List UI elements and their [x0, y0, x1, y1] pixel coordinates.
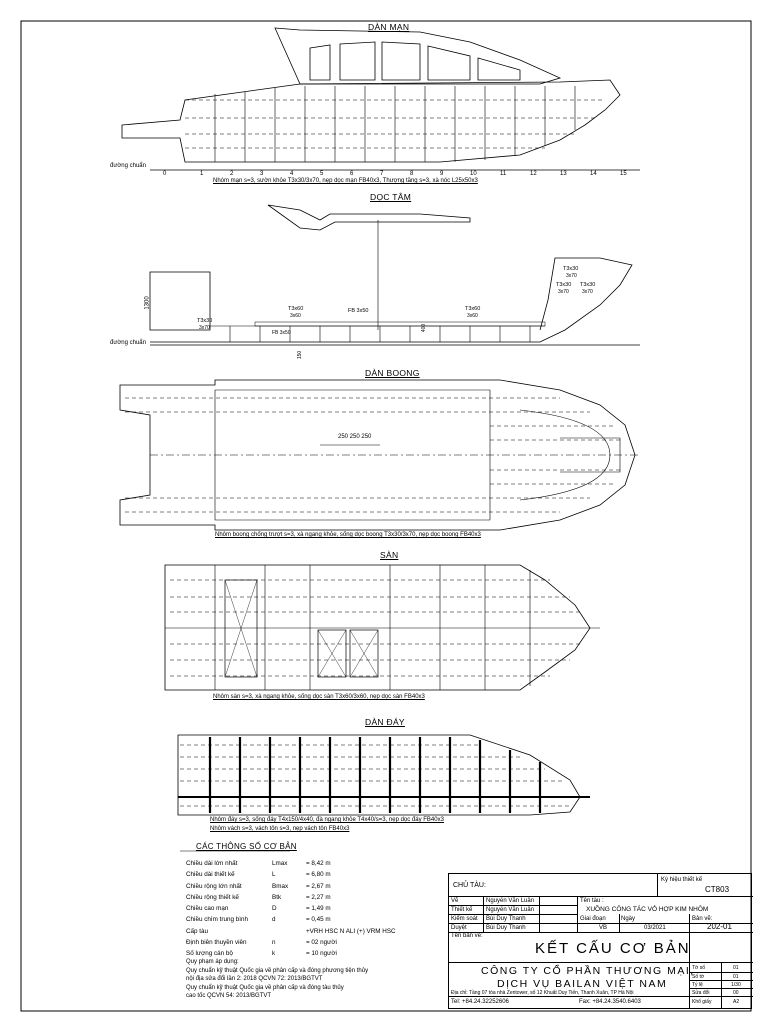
- ky-hieu-label: Ký hiệu thiết kế: [661, 877, 703, 883]
- ten-ban-ve-label: Tên bản vẽ:: [451, 933, 483, 939]
- dim-1300: 1300: [144, 296, 151, 310]
- frame-no: 14: [590, 171, 597, 177]
- param-row: [186, 914, 426, 925]
- param-name: Cấp tàu: [186, 927, 209, 935]
- param-row: [186, 903, 426, 914]
- param-name: Chiều chìm trung bình: [186, 916, 248, 924]
- param-symbol: L: [272, 871, 276, 879]
- param-symbol: Bmax: [272, 882, 289, 890]
- san-title: SÀN: [380, 550, 399, 560]
- frame-no: 10: [470, 171, 477, 177]
- floor-outline: [165, 565, 590, 690]
- ten-tau-value: XUỒNG CÔNG TÁC VỎ HỢP KIM NHÔM: [586, 906, 709, 913]
- param-value: = 6,80 m: [306, 871, 331, 879]
- side-key: Số tờ: [692, 974, 705, 980]
- role-ks: Kiểm soát: [451, 916, 478, 922]
- giai-doan-value: VB: [599, 925, 608, 931]
- baseline-label-1: đường chuẩn: [110, 163, 146, 169]
- side-value: A2: [733, 999, 740, 1005]
- profile-label: 3x60: [290, 313, 301, 319]
- frame-no: 5: [320, 171, 324, 177]
- side-value: 01: [733, 965, 739, 971]
- dim-150: 150: [297, 350, 304, 360]
- bottom-plan-view: [178, 735, 590, 815]
- side-value: 00: [733, 990, 739, 996]
- param-value: +VRH HSC N ALI (+) VRM HSC: [306, 927, 396, 935]
- rules-block: [186, 958, 446, 1001]
- rule-line: Quy chuẩn kỹ thuật Quốc gia về phân cấp và đóng tàu thủy: [186, 984, 344, 991]
- company-line-1: CÔNG TY CỔ PHẦN THƯƠNG MẠI,: [481, 965, 695, 977]
- side-key: Tỷ lệ: [692, 982, 703, 988]
- deck-dims: 250 250 250: [338, 434, 372, 440]
- profile-label: T3x30: [197, 318, 213, 324]
- param-symbol: d: [272, 916, 276, 924]
- title-block: [448, 873, 752, 1009]
- param-value: = 0,45 m: [306, 916, 331, 924]
- frame-no: 8: [410, 171, 414, 177]
- param-symbol: k: [272, 950, 276, 958]
- ky-hieu-value: CT803: [705, 885, 730, 894]
- frame-no: 4: [290, 171, 294, 177]
- frame-no: 1: [200, 171, 204, 177]
- dan-day-note-1: Nhôm đáy s=3, sống đáy T4x150/4x40, đà ngang khỏe T4x40/s=3, nẹp dọc đáy FB40x3: [210, 817, 444, 823]
- param-value: = 10 người: [306, 950, 337, 958]
- frame-no: 0: [163, 171, 167, 177]
- frame-no: 2: [230, 171, 234, 177]
- ngay-label: Ngày: [621, 916, 636, 922]
- frame-no: 6: [350, 171, 354, 177]
- side-structure-view: [122, 28, 640, 170]
- param-value: = 2,27 m: [306, 893, 331, 901]
- name-duyet: Bùi Duy Thanh: [486, 925, 526, 931]
- frame-no: 12: [530, 171, 537, 177]
- profile-label: 3x70: [199, 325, 210, 331]
- frame-no: 15: [620, 171, 627, 177]
- giai-doan-label: Giai đoạn: [580, 916, 606, 922]
- frame-no: 7: [380, 171, 384, 177]
- profile-label: T3x30: [563, 266, 579, 272]
- rule-line: nội địa sửa đổi lần 2: 2018 QCVN 72: 2013/BGTVT: [186, 976, 323, 982]
- rules-heading: Quy phạm áp dụng:: [186, 959, 239, 965]
- window-outlines: [310, 42, 520, 80]
- ban-ve-label: Bản vẽ:: [692, 916, 713, 922]
- ten-tau-label: Tên tàu :: [580, 898, 604, 904]
- doc-tam-title: DỌC TÂM: [370, 192, 412, 202]
- rule-line: Quy chuẩn kỹ thuật Quốc gia về phân cấp và đóng phương tiện thủy: [186, 967, 369, 974]
- side-value: 01: [733, 974, 739, 980]
- side-key: Tờ số: [692, 965, 706, 971]
- baseline-label-2: đường chuẩn: [110, 340, 146, 346]
- param-row: [186, 937, 426, 948]
- name-ks: Bùi Duy Thanh: [486, 916, 526, 922]
- dan-boong-title: DÀN BOONG: [365, 368, 420, 378]
- profile-label: 3x70: [582, 289, 593, 295]
- frame-no: 3: [260, 171, 264, 177]
- chu-tau-label: CHỦ TÀU:: [453, 882, 486, 889]
- param-name: Định biên thuyền viên: [186, 939, 247, 947]
- param-row: [186, 869, 426, 880]
- dan-day-note-2: Nhôm vách s=3, vách tôn s=3, nẹp vách tôn FB40x3: [210, 826, 350, 832]
- param-row: [186, 892, 426, 903]
- profile-label: FB 3x50: [348, 308, 369, 314]
- frame-no: 11: [500, 171, 507, 177]
- company-address: Địa chỉ: Tầng 07 tòa nhà Zentower, số 12 Khuất Duy Tiến, Thanh Xuân, TP Hà Nội: [451, 990, 634, 996]
- roof-profile: [268, 205, 470, 230]
- param-name: Chiều cao mạn: [186, 905, 229, 913]
- side-value: 1/30: [731, 982, 741, 988]
- param-symbol: Btk: [272, 893, 282, 901]
- company-line-2: DỊCH VỤ BAILAN VIỆT NAM: [497, 978, 668, 990]
- profile-label: FB 3x50: [272, 330, 291, 336]
- param-symbol: [272, 926, 306, 937]
- company-fax: Fax: +84.24.3540.6403: [579, 999, 641, 1005]
- param-name: Chiều rộng lớn nhất: [186, 882, 242, 890]
- param-value: = 8,42 m: [306, 860, 331, 867]
- dan-man-note: Nhóm mạn s=3, sườn khỏe T3x30/3x70, nẹp dọc mạn FB40x3, Thượng tầng s=3, xà nóc L25x50x3: [213, 178, 478, 184]
- param-row: [186, 858, 426, 869]
- deck-plan-view: [120, 380, 640, 530]
- role-ve: Vẽ: [451, 898, 459, 904]
- floor-plan-view: [165, 565, 600, 690]
- side-frames: [215, 86, 575, 162]
- side-key: Khổ giấy: [692, 999, 712, 1005]
- profile-label: 3x70: [558, 289, 569, 295]
- params-table: [186, 858, 426, 960]
- ban-ve-value: 202-01: [707, 922, 732, 931]
- param-name: Chiều dài lớn nhất: [186, 860, 238, 867]
- dan-boong-note: Nhôm boong chống trượt s=3, xà ngang khỏe, sống dọc boong T3x30/3x70, nẹp dọc boong FB40x3: [215, 532, 481, 538]
- params-heading: CÁC THÔNG SỐ CƠ BẢN: [196, 842, 297, 851]
- param-row: [186, 926, 426, 937]
- param-value: = 2,67 m: [306, 882, 331, 890]
- frame-no: 13: [560, 171, 567, 177]
- param-name: Chiều dài thiết kế: [186, 871, 235, 879]
- profile-label: T3x30: [556, 282, 572, 288]
- side-key: Sửa đổi: [692, 990, 710, 996]
- role-tk: Thiết kế: [451, 907, 473, 913]
- profile-label: 3x60: [467, 313, 478, 319]
- rule-line: cao tốc QCVN 54: 2013/BGTVT: [186, 993, 272, 999]
- frame-no: 9: [440, 171, 444, 177]
- profile-label: 3x70: [566, 273, 577, 279]
- company-tel: Tel: +84.24.32252606: [451, 999, 509, 1005]
- param-symbol: D: [272, 905, 277, 913]
- dan-day-title: DÀN ĐÁY: [365, 717, 405, 727]
- profile-label: T3x60: [465, 306, 481, 312]
- param-row: [186, 881, 426, 892]
- ngay-value: 03/2021: [644, 925, 666, 931]
- profile-label: T3x60: [288, 306, 304, 312]
- drawing-title: KẾT CẤU CƠ BẢN: [535, 940, 691, 957]
- bottom-outline: [178, 735, 580, 815]
- param-symbol: n: [272, 939, 276, 947]
- dim-400: 400: [421, 323, 428, 333]
- role-duyet: Duyệt: [451, 925, 467, 931]
- dan-man-title: DÀN MẠN: [368, 22, 410, 32]
- san-note: Nhôm sàn s=3, xà ngang khỏe, sống dọc sàn T3x60/3x60, nẹp dọc sàn FB40x3: [213, 694, 425, 700]
- param-value: = 1,49 m: [306, 905, 331, 913]
- name-ve: Nguyễn Văn Luân: [486, 898, 535, 904]
- hull-centerline-outline: [150, 258, 632, 342]
- param-symbol: Lmax: [272, 860, 288, 867]
- superstructure-outline: [275, 28, 560, 84]
- profile-label: T3x30: [580, 282, 596, 288]
- param-value: = 02 người: [306, 939, 337, 947]
- param-name: Chiều rộng thiết kế: [186, 893, 239, 901]
- param-name: Số lượng cán bộ: [186, 950, 233, 958]
- name-tk: Nguyễn Văn Luân: [486, 907, 535, 913]
